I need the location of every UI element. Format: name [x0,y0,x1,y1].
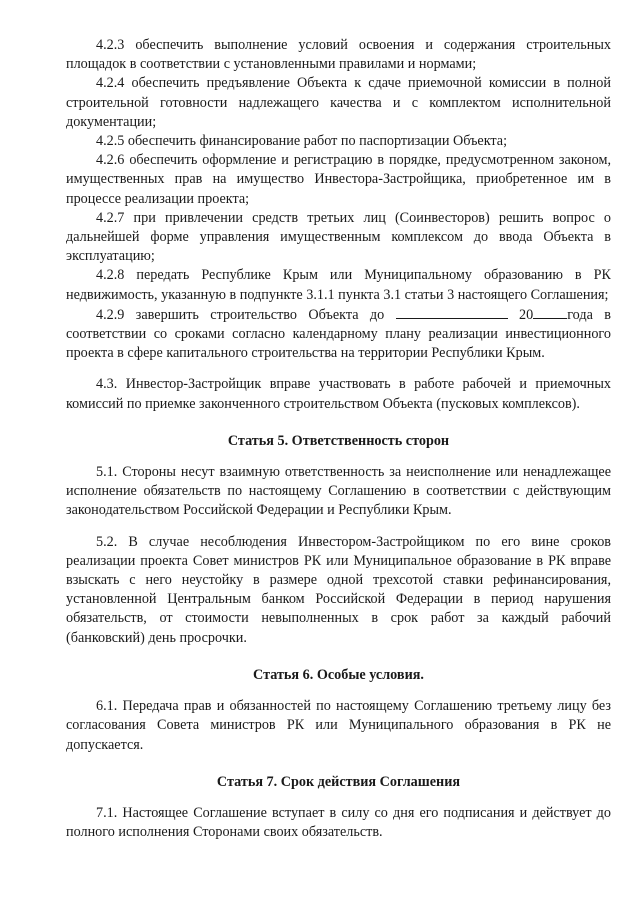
clause-4-2-6: 4.2.6 обеспечить оформление и регистрацию в порядке, предусмотренном законом, имущественных прав на имущество Инвестора-Застройщика, приобретенное им в процессе реализации проекта; [66,152,611,207]
clause-4-2-9-start: 4.2.9 завершить строительство Объекта до [96,306,385,323]
clause-4-2-9-end: года в соответствии со сроками согласно календарному плану реализации инвестиционного проекта в сфере капитального строительства на территории Республики Крым. [66,306,611,362]
article-7-title: Статья 7. Срок действия Соглашения [216,773,461,790]
clause-4-3: 4.3. Инвестор-Застройщик вправе участвовать в работе рабочей и приемочных комиссий по приемке законченного строительством Объекта (пусковых комплексов). [66,376,611,412]
clause-5-1: 5.1. Стороны несут взаимную ответственность за неисполнение или ненадлежащее исполнение обязательств по настоящему Соглашению в соответствии с действующим законодательством Российской Федерации и Республики Крым. [66,464,611,519]
clause-4-2-5: 4.2.5 обеспечить финансирование работ по паспортизации Объекта; [96,133,508,150]
clause-7-1: 7.1. Настоящее Соглашение вступает в силу со дня его подписания и действует до полного исполнения Сторонами своих обязательств. [66,804,611,841]
clause-4-2-7: 4.2.7 при привлечении средств третьих лиц (Соинвесторов) решить вопрос о дальнейшей форме управления имущественным комплексом до ввода Объекта в эксплуатацию; [66,209,611,265]
clause-4-2-4: 4.2.4 обеспечить предъявление Объекта к сдаче приемочной комиссии в полной строительной готовности надлежащего качества и с комплектом исполнительной документации; [66,75,611,130]
clause-4-2-3: 4.2.3 обеспечить выполнение условий освоения и содержания строительных площадок в соответствии с установленными правилами и нормами; [66,37,611,73]
document-page [66,36,611,842]
clause-5-2: 5.2. В случае несоблюдения Инвестором-Застройщиком по его вине сроков реализации проекта Совет министров РК или Муниципальное образование в РК вправе взыскать с него неустойку в размере одной трехсотой ставки рефинансирования, установленной Центральным банком Российской Федерации в период нарушения обязательств, от стоимости невыполненных в срок работ за каждый рабочий (банковский) день просрочки. [66,533,611,646]
date-blank-field [396,305,508,319]
article-6-title: Статья 6. Особые условия. [253,666,424,683]
year-blank-field [533,305,567,319]
clause-4-2-9 [66,305,611,364]
clause-6-1: 6.1. Передача прав и обязанностей по настоящему Соглашению третьему лицу без согласования Совета министров РК или Муниципального образования в РК не допускается. [66,698,611,753]
clause-4-2-8: 4.2.8 передать Республике Крым или Муниципальному образованию в РК недвижимость, указанную в подпункте 3.1.1 пункта 3.1 статьи 3 настоящего Соглашения; [66,267,611,303]
clause-4-2-9-year-prefix: 20 [519,306,534,323]
article-5-title: Статья 5. Ответственность сторон [227,432,450,449]
